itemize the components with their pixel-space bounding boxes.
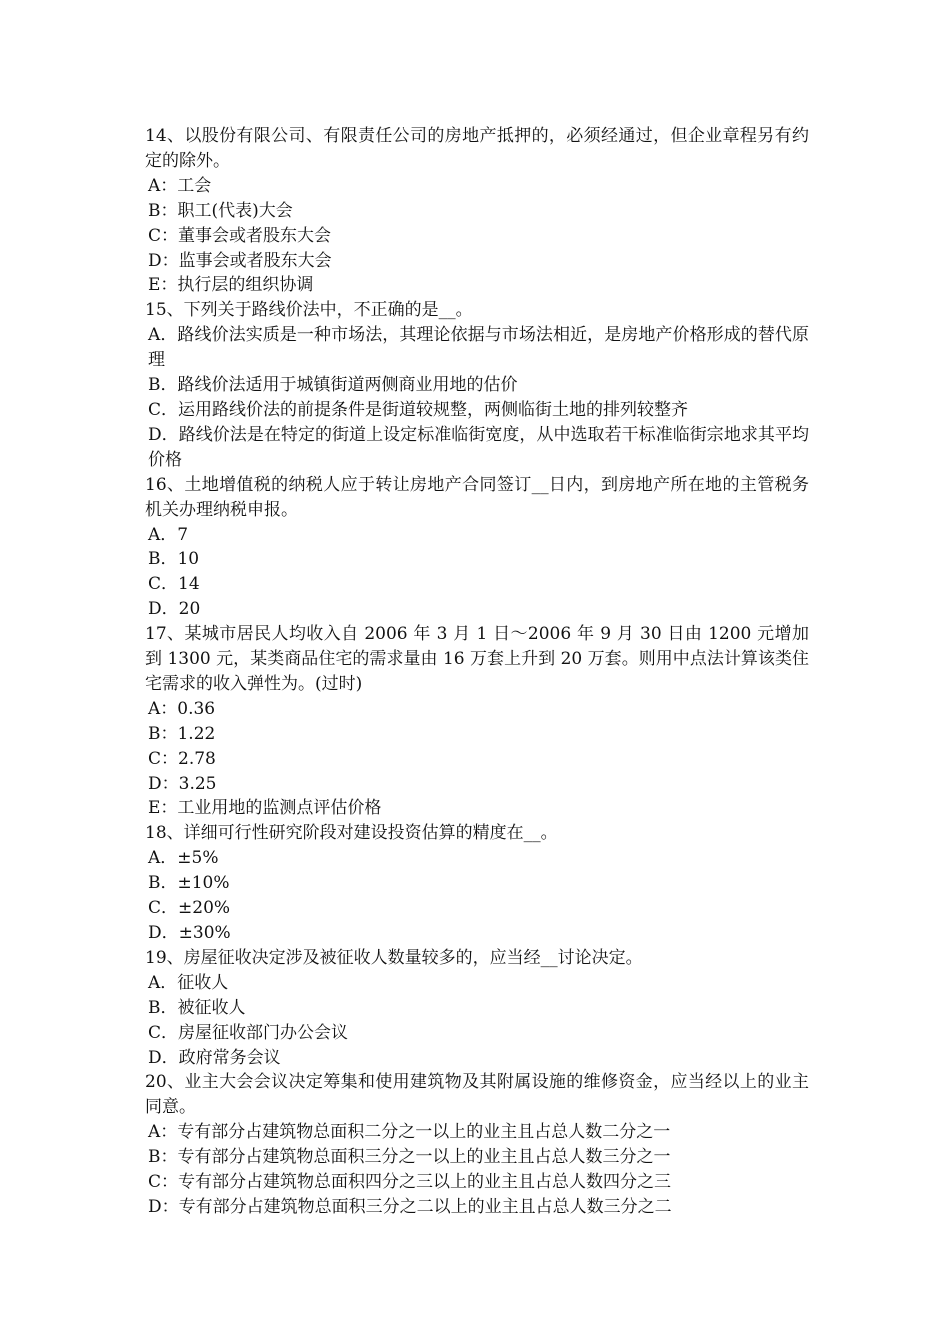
option-b: B．±10% bbox=[148, 873, 230, 894]
option-b: B．路线价法适用于城镇街道两侧商业用地的估价 bbox=[148, 375, 518, 396]
option-c: C：董事会或者股东大会 bbox=[148, 225, 332, 246]
option-c: C．14 bbox=[148, 574, 200, 595]
option-d: D．路线价法是在特定的街道上设定标准临街宽度，从中选取若干标准临街宗地求其平均价格 bbox=[148, 424, 809, 470]
option-e: E：执行层的组织协调 bbox=[148, 275, 314, 296]
question-stem: 14、以股份有限公司、有限责任公司的房地产抵押的，必须经通过，但企业章程另有约定的除外。 bbox=[145, 126, 809, 171]
question-19 bbox=[145, 946, 809, 1071]
option-a: A．征收人 bbox=[148, 972, 229, 993]
option-b: B：1.22 bbox=[148, 723, 216, 744]
option-b: B：专有部分占建筑物总面积三分之一以上的业主且占总人数三分之一 bbox=[148, 1147, 671, 1168]
option-b: B．被征收人 bbox=[148, 997, 246, 1018]
option-c: C．房屋征收部门办公会议 bbox=[148, 1022, 349, 1043]
option-a: A：专有部分占建筑物总面积二分之一以上的业主且占总人数二分之一 bbox=[148, 1122, 671, 1143]
question-stem: 20、业主大会会议决定筹集和使用建筑物及其附属设施的维修资金，应当经以上的业主同意。 bbox=[145, 1072, 809, 1118]
question-17 bbox=[145, 622, 809, 821]
option-d: D：监事会或者股东大会 bbox=[148, 250, 332, 271]
option-d: D．20 bbox=[148, 599, 201, 620]
question-16 bbox=[145, 473, 809, 622]
question-15 bbox=[145, 298, 809, 472]
option-a: A：工会 bbox=[148, 175, 212, 196]
question-stem: 19、房屋征收决定涉及被征收人数量较多的，应当经__讨论决定。 bbox=[145, 947, 643, 968]
option-a: A．±5% bbox=[148, 848, 219, 869]
option-d: D．±30% bbox=[148, 923, 231, 943]
option-e: E：工业用地的监测点评估价格 bbox=[148, 798, 382, 819]
option-d: D．政府常务会议 bbox=[148, 1047, 281, 1068]
question-18 bbox=[145, 821, 809, 946]
question-20 bbox=[145, 1070, 809, 1219]
option-d: D：3.25 bbox=[148, 773, 217, 794]
option-a: A．7 bbox=[148, 524, 189, 545]
question-stem: 17、某城市居民人均收入自 2006 年 3 月 1 日～2006 年 9 月 30 日由 1200 元增加到 1300 元，某类商品住宅的需求量由 16 万套上升到 20 万套。则用中点法计算该类住宅需求的收入弹性为。(过时) bbox=[145, 624, 809, 694]
question-stem: 15、下列关于路线价法中，不正确的是__。 bbox=[145, 300, 473, 321]
option-b: B．10 bbox=[148, 549, 200, 570]
option-c: C：2.78 bbox=[148, 748, 216, 769]
question-list bbox=[145, 124, 809, 1220]
option-c: C．运用路线价法的前提条件是街道较规整，两侧临街土地的排列较整齐 bbox=[148, 399, 689, 420]
question-stem: 18、详细可行性研究阶段对建设投资估算的精度在__。 bbox=[145, 823, 558, 844]
option-c: C．±20% bbox=[148, 898, 231, 919]
question-stem: 16、土地增值税的纳税人应于转让房地产合同签订__日内，到房地产所在地的主管税务机关办理纳税申报。 bbox=[145, 474, 809, 520]
question-14 bbox=[145, 124, 809, 298]
option-a: A．路线价法实质是一种市场法，其理论依据与市场法相近，是房地产价格形成的替代原理 bbox=[148, 325, 809, 371]
option-d: D：专有部分占建筑物总面积三分之二以上的业主且占总人数三分之二 bbox=[148, 1196, 672, 1217]
option-a: A：0.36 bbox=[148, 698, 216, 719]
option-c: C：专有部分占建筑物总面积四分之三以上的业主且占总人数四分之三 bbox=[148, 1172, 672, 1193]
option-b: B：职工(代表)大会 bbox=[148, 200, 293, 221]
